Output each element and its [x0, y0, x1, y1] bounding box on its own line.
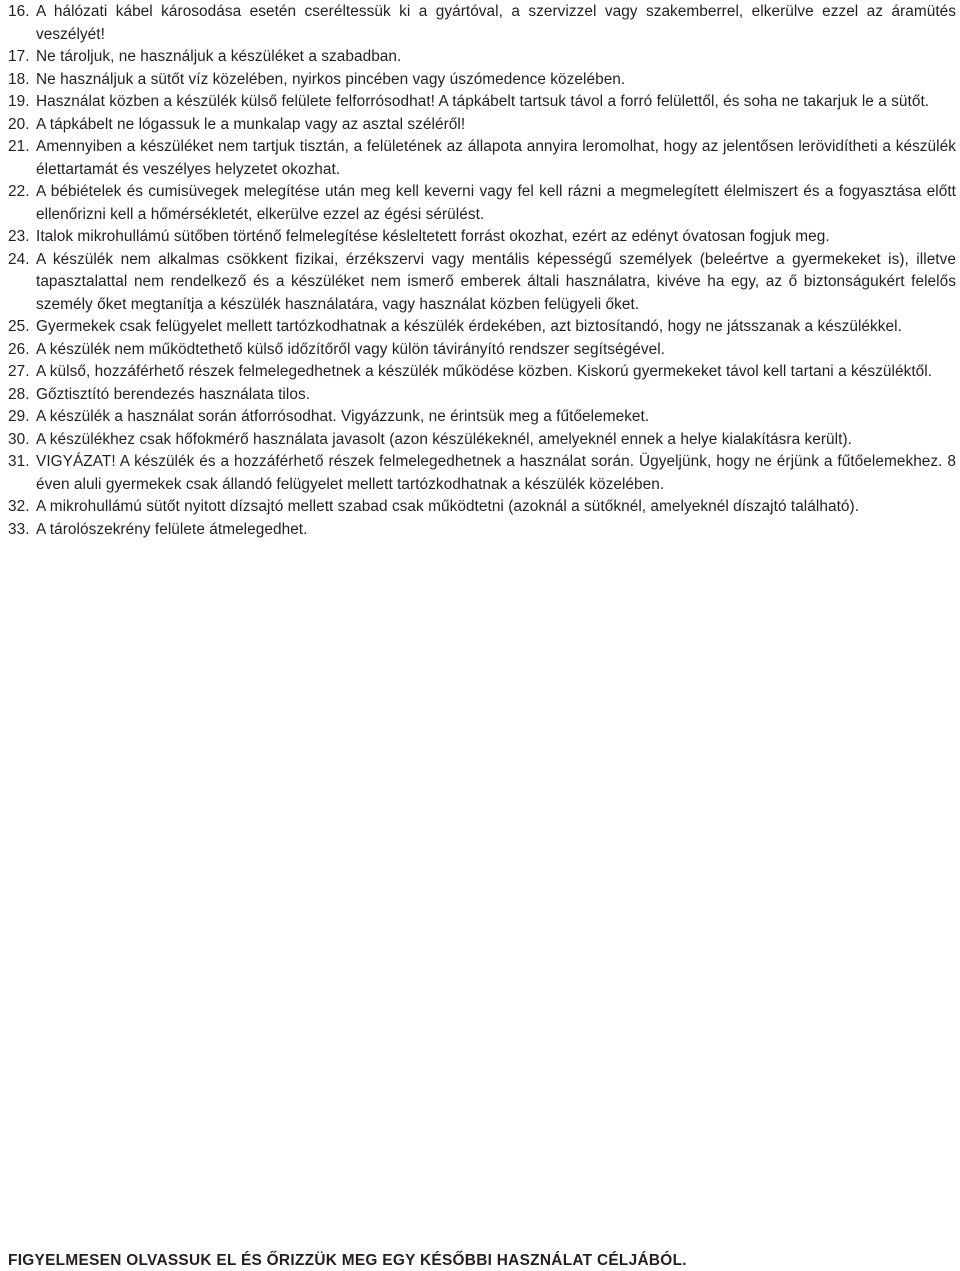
list-item — [8, 361, 956, 384]
item-number: 32. — [8, 498, 30, 515]
item-text: VIGYÁZAT! A készülék és a hozzáférhető részek felmelegedhetnek a használat során. Ügyeljünk, hogy ne érjünk a fűtőelemekhez. 8 éven aluli gyermekek csak állandó felügyelet mellett tartózkodhatnak a készülék közelében. — [36, 453, 956, 493]
item-number: 28. — [8, 385, 30, 403]
item-text: A mikrohullámú sütőt nyitott dízsajtó mellett szabad csak működtetni (azoknál a sütőknél, amelyeknél díszajtó található). — [36, 498, 860, 515]
list-item — [8, 249, 956, 317]
item-text: A készülék nem működtethető külső időzítőről vagy külön távirányító rendszer segítségével. — [36, 340, 666, 358]
item-text: A készülékhez csak hőfokmérő használata javasolt (azon készülékeknél, amelyeknél ennek a helye kialakításra került). — [36, 430, 852, 448]
list-item — [8, 136, 956, 181]
item-text: Gyermekek csak felügyelet mellett tartózkodhatnak a készülék érdekében, azt biztosítandó, hogy ne játsszanak a készülékkel. — [36, 318, 902, 335]
item-number: 22. — [8, 183, 30, 200]
item-text: Gőztisztító berendezés használata tilos. — [36, 385, 311, 403]
list-item — [8, 69, 956, 92]
list-item — [8, 114, 956, 137]
item-text: A bébiételek és cumisüvegek melegítése után meg kell keverni vagy fel kell rázni a megmelegített élelmiszert és a fogyasztása előtt ellenőrizni kell a hőmérsékletét, elkerülve ezzel az égési sérülést. — [36, 183, 956, 223]
item-number: 30. — [8, 430, 30, 448]
item-number: 17. — [8, 48, 30, 65]
item-number: 26. — [8, 340, 30, 358]
item-number: 18. — [8, 70, 30, 88]
item-number: 19. — [8, 93, 30, 110]
list-item — [8, 519, 956, 542]
list-item — [8, 384, 956, 407]
item-text: A tápkábelt ne lógassuk le a munkalap vagy az asztal széléről! — [36, 115, 466, 133]
list-item — [8, 46, 956, 69]
list-item — [8, 226, 956, 249]
item-text: A hálózati kábel károsodása esetén cseréltessük ki a gyártóval, a szervizzel vagy szakemberrel, elkerülve ezzel az áramütés veszélyét! — [36, 3, 956, 43]
item-number: 33. — [8, 520, 30, 538]
item-number: 21. — [8, 138, 30, 155]
list-item — [8, 429, 956, 452]
item-number: 25. — [8, 318, 30, 335]
item-number: 20. — [8, 115, 30, 133]
footer-notice: FIGYELMESEN OLVASSUK EL ÉS ŐRIZZÜK MEG EGY KÉSŐBBI HASZNÁLAT CÉLJÁBÓL. — [8, 1252, 687, 1269]
item-text: Amennyiben a készüléket nem tartjuk tisztán, a felületének az állapota annyira leromolhat, hogy az jelentősen lerövidítheti a készülék élettartamát és veszélyes helyzetet okozhat. — [36, 138, 956, 178]
item-text: A készülék nem alkalmas csökkent fizikai, érzékszervi vagy mentális képességű személyek (beleértve a gyermekeket is), illetve tapasztalattal nem rendelkező és a készüléket nem ismerő emberek általi használatra, kivéve ha egy, az ő biztonságukért felelős személy őket megtanítja a készülék használatára, vagy használat közben felügyeli őket. — [36, 250, 956, 313]
item-text: Italok mikrohullámú sütőben történő felmelegítése késleltetett forrást okozhat, ezért az edényt óvatosan fogjuk meg. — [36, 228, 830, 245]
item-text: A tárolószekrény felülete átmelegedhet. — [36, 520, 308, 538]
item-number: 31. — [8, 453, 30, 470]
item-number: 23. — [8, 228, 30, 245]
item-number: 27. — [8, 363, 30, 380]
item-number: 16. — [8, 3, 30, 20]
list-item — [8, 406, 956, 429]
safety-instructions-list — [8, 1, 956, 541]
list-item — [8, 339, 956, 362]
item-number: 29. — [8, 408, 30, 425]
list-item — [8, 91, 956, 114]
item-number: 24. — [8, 250, 30, 268]
item-text: Ne tároljuk, ne használjuk a készüléket a szabadban. — [36, 48, 402, 65]
item-text: Ne használjuk a sütőt víz közelében, nyirkos pincében vagy úszómedence közelében. — [36, 70, 626, 88]
list-item — [8, 1, 956, 46]
list-item — [8, 496, 956, 519]
item-text: A külső, hozzáférhető részek felmelegedhetnek a készülék működése közben. Kiskorú gyermekeket távol kell tartani a készüléktől. — [36, 363, 933, 380]
item-text: A készülék a használat során átforrósodhat. Vigyázzunk, ne érintsük meg a fűtőelemeket. — [36, 408, 650, 425]
list-item — [8, 181, 956, 226]
list-item — [8, 316, 956, 339]
item-text: Használat közben a készülék külső felülete felforrósodhat! A tápkábelt tartsuk távol a forró felülettől, és soha ne takarjuk le a sütőt. — [36, 93, 930, 110]
list-item — [8, 451, 956, 496]
